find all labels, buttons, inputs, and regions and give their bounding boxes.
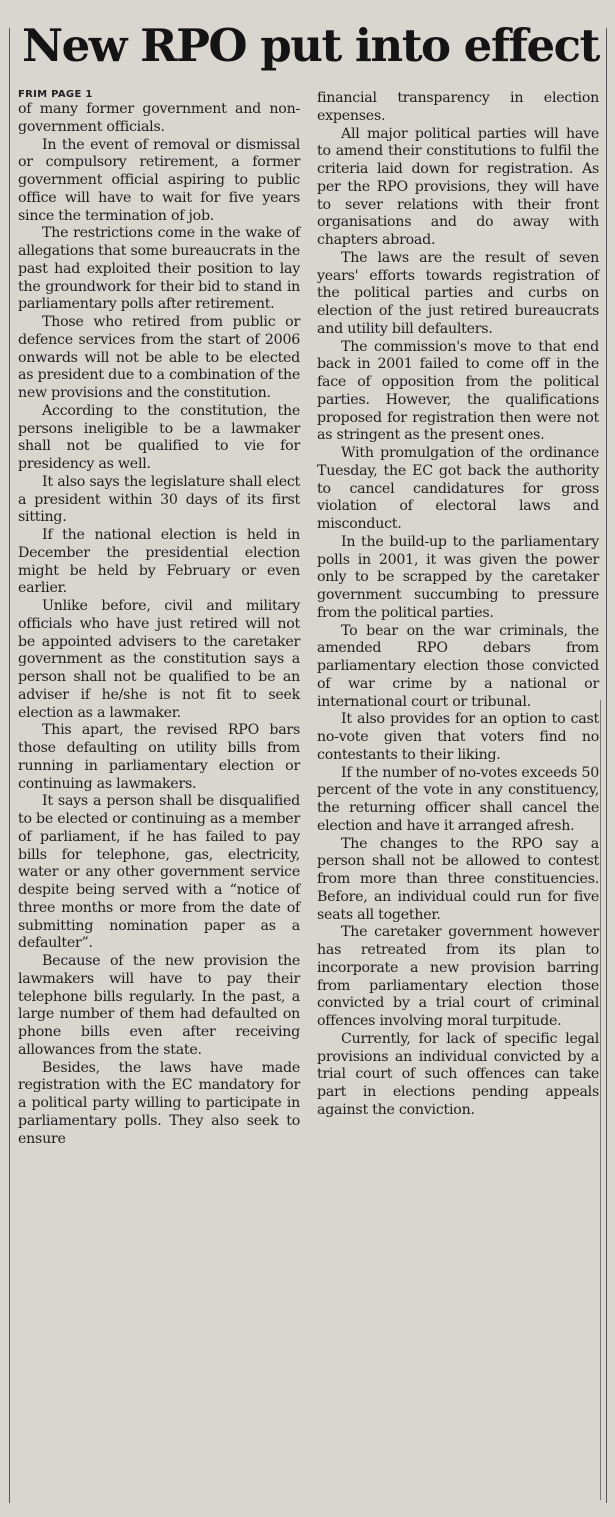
- right-page-rule: [606, 28, 607, 1503]
- paragraph: All major political parties will have to amend their constitutions to fulfil the criteria laid down for registration. As per the RPO provisions, they will have to sever relations with their front organisations and do away with chapters abroad.: [317, 125, 599, 248]
- article-column-right: [317, 90, 599, 1120]
- paragraph: It also provides for an option to cast no-vote given that voters find no contestants to their liking.: [317, 711, 599, 763]
- paragraph: If the national election is held in December the presidential election might be held by February or even earlier.: [18, 527, 300, 597]
- paragraph: The changes to the RPO say a person shall not be allowed to contest from more than three constituencies. Before, an individual could run for five seats all together.: [317, 835, 599, 923]
- paragraph: It says a person shall be disqualified to be elected or continuing as a member of parliament, if he has failed to pay bills for telephone, gas, electricity, water or any other government service despite being served with a “notice of three months or more from the date of submitting nomination paper as a defaulter”.: [18, 793, 300, 952]
- paragraph: The laws are the result of seven years' efforts towards registration of the political parties and curbs on election of the just retired bureaucrats and utility bill defaulters.: [317, 249, 599, 337]
- paragraph: With promulgation of the ordinance Tuesday, the EC got back the authority to cancel candidatures for gross violation of electoral laws and misconduct.: [317, 445, 599, 532]
- paragraph: If the number of no-votes exceeds 50 percent of the vote in any constituency, the returning officer shall cancel the election and have it arranged afresh.: [317, 764, 599, 834]
- paragraph: In the build-up to the parliamentary polls in 2001, it was given the power only to be scrapped by the caretaker government succumbing to pressure from the political parties.: [317, 533, 599, 621]
- right-inner-rule: [600, 700, 601, 1500]
- paragraph: of many former government and non-government officials.: [18, 101, 300, 135]
- paragraph: The restrictions come in the wake of allegations that some bureaucrats in the past had exploited their position to lay the groundwork for their bid to stand in parliamentary polls after retirement.: [18, 225, 300, 313]
- left-column-rule: [9, 28, 10, 1503]
- paragraph: Unlike before, civil and military officials who have just retired will not be appointed advisers to the caretaker government as the constitution says a person shall not be qualified to be an adviser if he/she is not fit to seek election as a lawmaker.: [18, 598, 300, 721]
- paragraph: Besides, the laws have made registration with the EC mandatory for a political party willing to participate in parliamentary polls. They also seek to ensure: [18, 1059, 300, 1147]
- paragraph: Because of the new provision the lawmakers will have to pay their telephone bills regularly. In the past, a large number of them had defaulted on phone bills even after receiving allowances from the state.: [18, 953, 300, 1058]
- paragraph: The commission's move to that end back in 2001 failed to come off in the face of opposition from the political parties. However, the qualifications proposed for registration then were not as stringent as the present ones.: [317, 338, 599, 444]
- paragraph: This apart, the revised RPO bars those defaulting on utility bills from running in parliamentary election or continuing as lawmakers.: [18, 722, 300, 792]
- headline: New RPO put into effect: [22, 19, 599, 72]
- paragraph: financial transparency in election expenses.: [317, 90, 599, 124]
- paragraph: It also says the legislature shall elect a president within 30 days of its first sitting.: [18, 473, 300, 526]
- article-column-left: [18, 88, 300, 1148]
- paragraph: According to the constitution, the persons ineligible to be a lawmaker shall not be qualified to vie for presidency as well.: [18, 402, 300, 472]
- paragraph: Those who retired from public or defence services from the start of 2006 onwards will not be able to be elected as president due to a combination of the new provisions and the constitution.: [18, 314, 300, 401]
- paragraph: In the event of removal or dismissal or compulsory retirement, a former government official aspiring to public office will have to wait for five years since the termination of job.: [18, 136, 300, 224]
- paragraph: Currently, for lack of specific legal provisions an individual convicted by a trial court of such offences can take part in elections pending appeals against the conviction.: [317, 1030, 599, 1118]
- jump-label: FRIM PAGE 1: [18, 89, 93, 100]
- paragraph: The caretaker government however has retreated from its plan to incorporate a new provision barring from parliamentary election those convicted by a trial court of criminal offences involving moral turpitude.: [317, 924, 599, 1029]
- paragraph: To bear on the war criminals, the amended RPO debars from parliamentary election those convicted of war crime by a national or international court or tribunal.: [317, 622, 599, 710]
